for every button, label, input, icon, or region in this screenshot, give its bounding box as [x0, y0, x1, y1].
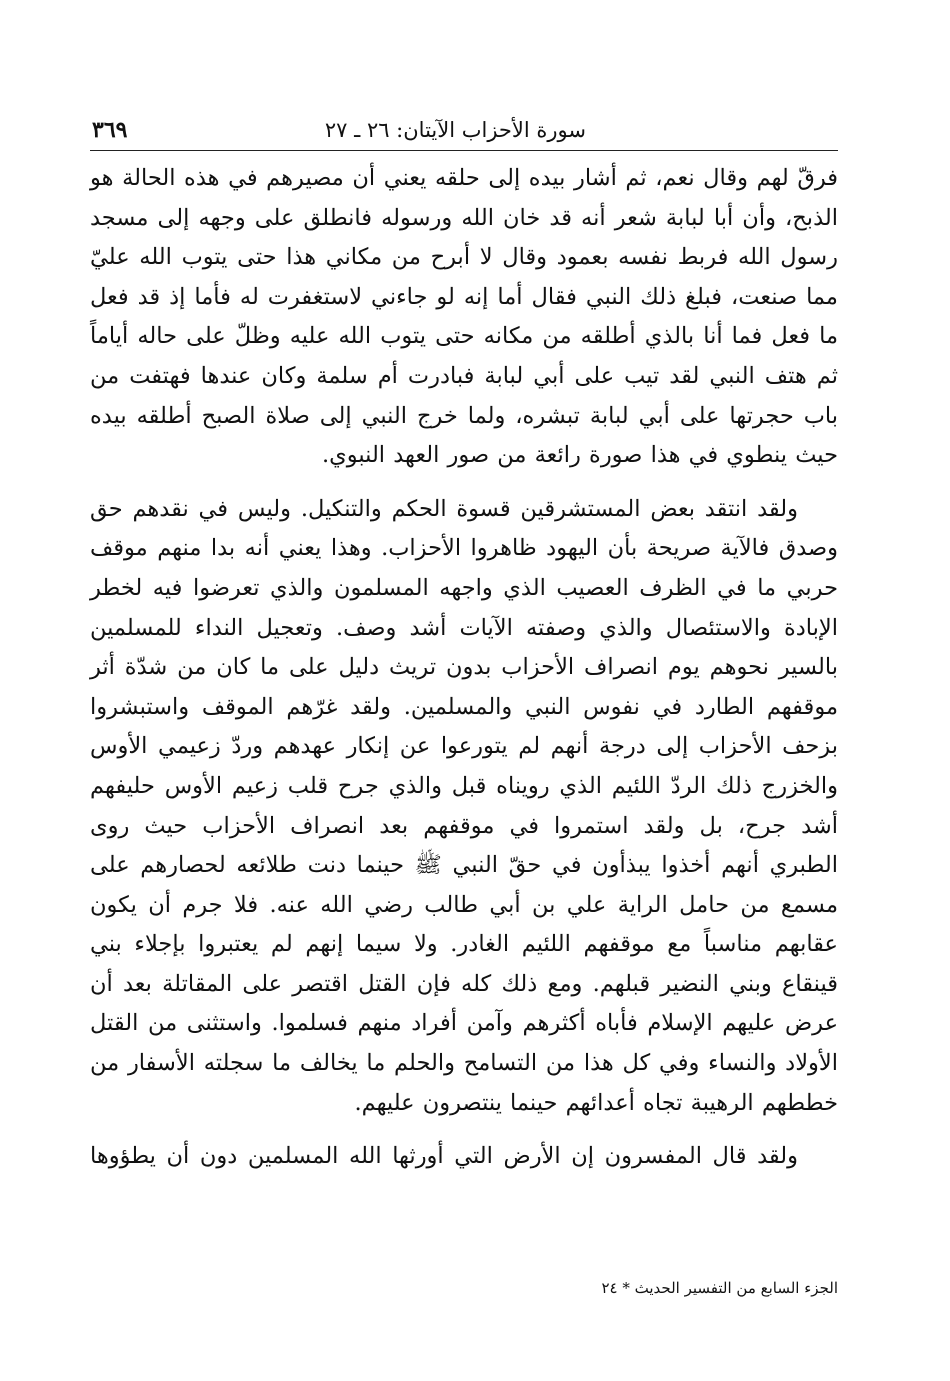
page-number: ٣٦٩: [92, 117, 128, 143]
running-title: سورة الأحزاب الآيتان: ٢٦ ـ ٢٧: [324, 118, 586, 142]
paragraph-inherited-land: ولقد قال المفسرون إن الأرض التي أورثها الله المسلمين دون أن يطؤوها: [90, 1143, 798, 1170]
body-text: [90, 159, 838, 1177]
paragraph-abu-lubaba: فرقّ لهم وقال نعم، ثم أشار بيده إلى حلقه يعني أن مصيرهم في هذه الحالة هو الذبح، وأن أبا لبابة شعر أنه قد خان الله ورسوله فانطلق على وجهه إلى مسجد رسول الله فربط نفسه بعمود وقال لا أبرح من مكاني هذا حتى يتوب الله عليّ مما صنعت، فبلغ ذلك النبي فقال أما إنه لو جاءني لاستغفرت له فأما إذ قد فعل ما فعل فما أنا بالذي أطلقه من مكانه حتى يتوب الله عليه وظلّ على حاله أياماً ثم هتف النبي لقد تيب على أبي لبابة فبادرت أم سلمة وكان عندها فهتفت من باب حجرتها على أبي لبابة تبشره، ولما خرج النبي إلى صلاة الصبح أطلقه بيده حيث ينطوي في هذا صورة رائعة من صور العهد النبوي.: [90, 165, 838, 469]
paragraph-orientalists-critique: ولقد انتقد بعض المستشرقين قسوة الحكم والتنكيل. وليس في نقدهم حق وصدق فالآية صريحة بأن اليهود ظاهروا الأحزاب. وهذا يعني أنه بدا منهم موقف حربي ما في الظرف العصيب الذي واجهه المسلمون والذي تعرضوا فيه لخطر الإبادة والاستئصال والذي وصفته الآيات أشد وصف. وتعجيل النداء للمسلمين بالسير نحوهم يوم انصراف الأحزاب بدون تريث دليل على ما كان من شدّة أثر موقفهم الطارد في نفوس النبي والمسلمين. ولقد غرّهم الموقف واستبشروا بزحف الأحزاب إلى درجة أنهم لم يتورعوا عن إنكار عهدهم وردّ زعيمي الأوس والخزرج ذلك الردّ اللئيم الذي رويناه قبل والذي جرح قلب زعيم الأوس حليفهم أشد جرح، بل ولقد استمروا في موقفهم بعد انصراف الأحزاب حيث روى الطبري أنهم أخذوا يبذأون في حقّ النبي ﷺ حينما دنت طلائعه لحصارهم على مسمع من حامل الراية علي بن أبي طالب رضي الله عنه. فلا جرم أن يكون عقابهم مناسباً مع موقفهم اللئيم الغادر. ولا سيما إنهم لم يعتبروا بإجلاء بني قينقاع وبني النضير قبلهم. ومع ذلك كله فإن القتل اقتصر على المقاتلة بعد أن عرض عليهم الإسلام فأباه أكثرهم وآمن أفراد منهم فسلموا. واستثنى من القتل الأولاد والنساء وفي كل هذا من التسامح والحلم ما يخالف ما سجلته الأسفار من خططهم الرهيبة تجاه أعدائهم حينما ينتصرون عليهم.: [90, 495, 838, 1116]
running-header: [90, 112, 838, 151]
printer-signature: الجزء السابع من التفسير الحديث * ٢٤: [601, 1279, 838, 1297]
book-page: [90, 112, 838, 1312]
